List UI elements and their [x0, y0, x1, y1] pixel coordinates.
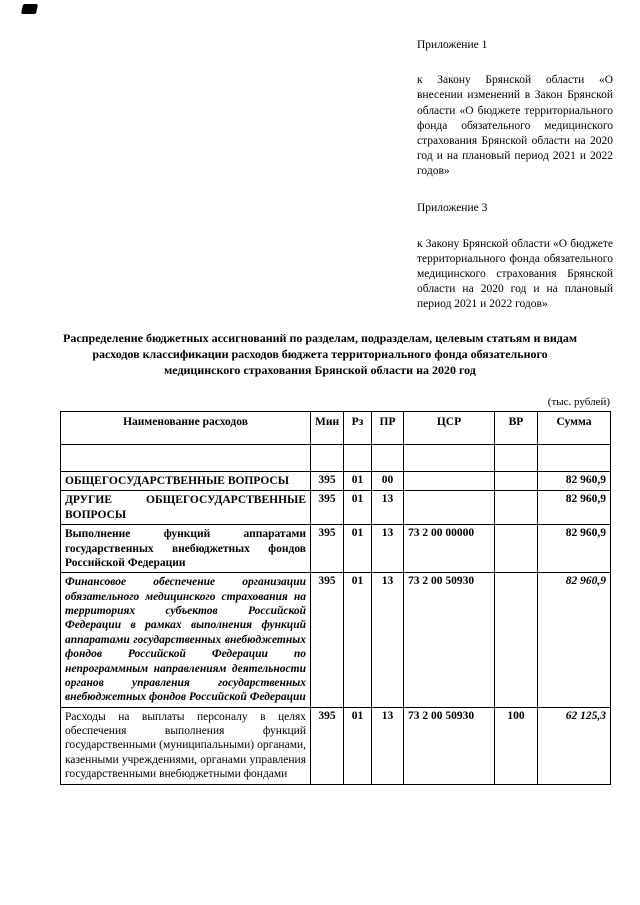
column-header-pr: ПР	[372, 412, 404, 445]
cell-csr: 73 2 00 50930	[404, 573, 495, 707]
cell-vr	[495, 573, 538, 707]
column-header-vr: ВР	[495, 412, 538, 445]
table-row	[61, 491, 611, 525]
cell-sum: 82 960,9	[538, 472, 611, 491]
appendix-1-text: к Закону Брянской области «О внесении изменений в Закон Брянской области «О бюджете территориального фонда обязательного медицинского страхования Брянской области на 2020 год и на плановый период 2021 и 2022 годов»	[417, 74, 613, 178]
cell-name: ОБЩЕГОСУДАРСТВЕННЫЕ ВОПРОСЫ	[61, 472, 311, 491]
cell-csr	[404, 491, 495, 525]
cell-vr	[495, 491, 538, 525]
column-header-csr: ЦСР	[404, 412, 495, 445]
table-row	[61, 525, 611, 573]
cell-pr: 00	[372, 472, 404, 491]
cell-rz: 01	[344, 472, 372, 491]
cell-name: Расходы на выплаты персоналу в целях обеспечения выполнения функций государственными (муниципальными) органами, казенными учреждениями, органами управления государственными внебюджетными фондами	[61, 707, 311, 784]
cell-rz: 01	[344, 491, 372, 525]
spacer-row	[61, 445, 611, 472]
column-header-sum: Сумма	[538, 412, 611, 445]
cell-vr: 100	[495, 707, 538, 784]
cell-rz: 01	[344, 525, 372, 573]
cell-min: 395	[311, 573, 344, 707]
column-header-rz: Рз	[344, 412, 372, 445]
column-header-name: Наименование расходов	[61, 412, 311, 445]
cell-min: 395	[311, 525, 344, 573]
cell-csr	[404, 472, 495, 491]
cell-min: 395	[311, 707, 344, 784]
cell-pr: 13	[372, 707, 404, 784]
cell-sum: 82 960,9	[538, 525, 611, 573]
cell-csr: 73 2 00 00000	[404, 525, 495, 573]
appendix-3-label: Приложение 3	[417, 202, 488, 215]
cell-name: ДРУГИЕ ОБЩЕГОСУДАРСТВЕННЫЕ ВОПРОСЫ	[61, 491, 311, 525]
cell-vr	[495, 525, 538, 573]
cell-vr	[495, 472, 538, 491]
column-header-min: Мин	[311, 412, 344, 445]
cell-name: Финансовое обеспечение организации обязательного медицинского страхования на территориях субъектов Российской Федерации в рамках выполнения функций аппаратами государственных внебюджетных фондов Российской Федерации по непрограммным направлениям деятельности органов управления государственных внебюджетных фондов Российской Федерации	[61, 573, 311, 707]
appendix-block	[417, 38, 613, 334]
cell-min: 395	[311, 472, 344, 491]
appendix-3-text: к Закону Брянской области «О бюджете территориального фонда обязательного медицинского страхования Брянской области на 2020 год и на плановый период 2021 и 2022 годов»	[417, 237, 613, 311]
scan-artifact	[21, 4, 38, 14]
units-note: (тыс. рублей)	[547, 396, 610, 408]
cell-sum: 82 960,9	[538, 491, 611, 525]
cell-csr: 73 2 00 50930	[404, 707, 495, 784]
cell-pr: 13	[372, 573, 404, 707]
cell-pr: 13	[372, 525, 404, 573]
cell-rz: 01	[344, 573, 372, 707]
table-row	[61, 472, 611, 491]
table-row	[61, 707, 611, 784]
cell-name: Выполнение функций аппаратами государственных внебюджетных фондов Российской Федерации	[61, 525, 311, 573]
document-title: Распределение бюджетных ассигнований по разделам, подразделам, целевым статьям и видам расходов классификации расходов бюджета территориального фонда обязательного медицинского страхования Брянской области на 2020 год	[62, 331, 578, 378]
cell-rz: 01	[344, 707, 372, 784]
table-header-row	[61, 412, 611, 445]
cell-min: 395	[311, 491, 344, 525]
table-row	[61, 573, 611, 707]
cell-sum: 82 960,9	[538, 573, 611, 707]
cell-sum: 62 125,3	[538, 707, 611, 784]
appendix-1-label: Приложение 1	[417, 39, 488, 51]
cell-pr: 13	[372, 491, 404, 525]
budget-table	[60, 411, 611, 785]
